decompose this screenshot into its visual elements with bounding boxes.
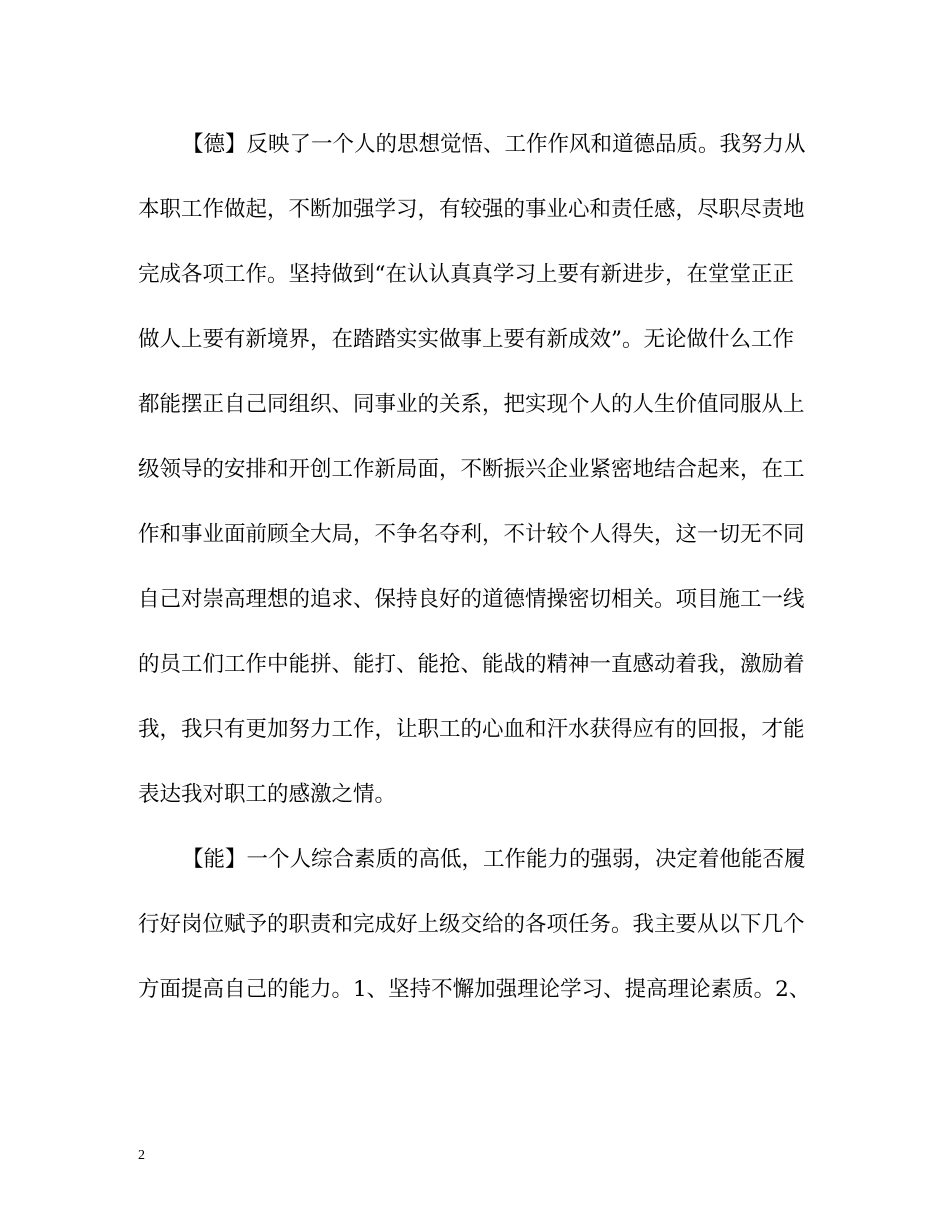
paragraph-de-line-4: 做人上要有新境界，在踏踏实实做事上要有新成效”。无论做什么工作 <box>138 327 794 352</box>
paragraph-neng-line-1: 【能】一个人综合素质的高低，工作能力的强弱，决定着他能否履 <box>182 847 806 872</box>
paragraph-de-line-9: 的员工们工作中能拼、能打、能抢、能战的精神一直感动着我，激励着 <box>138 652 805 677</box>
body-text <box>138 122 828 1032</box>
page-number: 2 <box>138 1148 145 1163</box>
paragraph-de-line-11: 表达我对职工的感激之情。 <box>138 782 397 807</box>
paragraph-de-line-2: 本职工作做起，不断加强学习，有较强的事业心和责任感，尽职尽责地 <box>138 197 805 222</box>
paragraph-de-line-3: 完成各项工作。坚持做到“在认认真真学习上要有新进步，在堂堂正正 <box>138 262 794 287</box>
paragraph-neng-line-2: 行好岗位赋予的职责和完成好上级交给的各项任务。我主要从以下几个 <box>138 912 805 937</box>
paragraph-de-line-10: 我，我只有更加努力工作，让职工的心血和汗水获得应有的回报，才能 <box>138 717 805 742</box>
paragraph-de-line-8: 自己对崇高理想的追求、保持良好的道德情操密切相关。项目施工一线 <box>138 587 805 612</box>
paragraph-de-line-6: 级领导的安排和开创工作新局面，不断振兴企业紧密地结合起来，在工 <box>138 457 805 482</box>
paragraph-de-line-7: 作和事业面前顾全大局，不争名夺利，不计较个人得失，这一切无不同 <box>138 522 805 547</box>
paragraph-de-line-5: 都能摆正自己同组织、同事业的关系，把实现个人的人生价值同服从上 <box>138 392 805 417</box>
paragraph-neng-line-3: 方面提高自己的能力。1、坚持不懈加强理论学习、提高理论素质。2、 <box>138 977 811 1002</box>
paragraph-de-line-1: 【德】反映了一个人的思想觉悟、工作作风和道德品质。我努力从 <box>182 132 806 157</box>
